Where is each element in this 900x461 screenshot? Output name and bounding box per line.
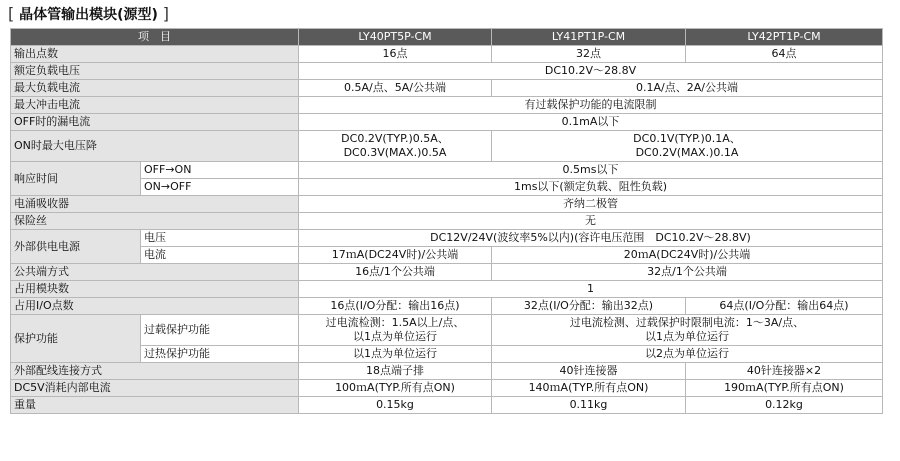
table-row	[11, 281, 883, 298]
table-row	[11, 114, 883, 131]
cell: 18点端子排	[299, 363, 492, 380]
row-label: 额定负载电压	[11, 63, 299, 80]
cell: 以1点为单位运行	[299, 346, 492, 363]
table-row	[11, 315, 883, 346]
table-row	[11, 63, 883, 80]
cell: 40针连接器	[492, 363, 686, 380]
title-bracket-close: ]	[162, 4, 170, 23]
table-row	[11, 397, 883, 414]
table-row	[11, 230, 883, 247]
row-label: 电涌吸收器	[11, 196, 299, 213]
row-sublabel: 电流	[141, 247, 299, 264]
cell: 1	[299, 281, 883, 298]
row-label: 公共端方式	[11, 264, 299, 281]
row-label: 重量	[11, 397, 299, 414]
row-label: ON时最大电压降	[11, 131, 299, 162]
table-row	[11, 97, 883, 114]
cell	[299, 131, 492, 162]
cell-line: 以1点为单位运行	[353, 330, 437, 343]
table-row	[11, 80, 883, 97]
row-sublabel: 过载保护功能	[141, 315, 299, 346]
cell: 0.1A/点、2A/公共端	[492, 80, 883, 97]
header-model-2: LY41PT1P-CM	[492, 29, 686, 46]
cell-line: 过电流检测：1.5A以上/点、	[325, 316, 465, 329]
row-label: 占用模块数	[11, 281, 299, 298]
table-row	[11, 179, 883, 196]
cell-line: 过电流检测、过载保护时限制电流：1～3A/点、	[569, 316, 805, 329]
cell	[492, 131, 883, 162]
cell: 40针连接器×2	[686, 363, 883, 380]
cell: 有过载保护功能的电流限制	[299, 97, 883, 114]
row-label: 外部配线连接方式	[11, 363, 299, 380]
cell: 0.12kg	[686, 397, 883, 414]
cell: 64点	[686, 46, 883, 63]
table-row	[11, 380, 883, 397]
header-model-3: LY42PT1P-CM	[686, 29, 883, 46]
cell: 0.11kg	[492, 397, 686, 414]
table-row	[11, 196, 883, 213]
table-row	[11, 46, 883, 63]
cell: 32点/1个公共端	[492, 264, 883, 281]
row-sublabel: 电压	[141, 230, 299, 247]
cell: 0.1mA以下	[299, 114, 883, 131]
row-label: 响应时间	[11, 162, 141, 196]
cell: 17ｍA(DC24V时)/公共端	[299, 247, 492, 264]
table-row	[11, 363, 883, 380]
row-sublabel: 过热保护功能	[141, 346, 299, 363]
cell: 以2点为单位运行	[492, 346, 883, 363]
cell: 1ms以下(额定负载、阻性负载)	[299, 179, 883, 196]
page-title	[8, 4, 169, 24]
row-label: 最大冲击电流	[11, 97, 299, 114]
row-label: 占用I/O点数	[11, 298, 299, 315]
header-model-1: LY40PT5P-CM	[299, 29, 492, 46]
table-row	[11, 131, 883, 162]
cell: 190ｍA(TYP.所有点ON)	[686, 380, 883, 397]
row-label: DC5V消耗内部电流	[11, 380, 299, 397]
cell-line: DC0.2V(TYP.)0.5A、	[341, 132, 449, 145]
title-text: 晶体管输出模块(源型)	[19, 7, 158, 23]
cell: DC10.2V～28.8V	[299, 63, 883, 80]
title-bracket-open: [	[8, 4, 15, 23]
table-row	[11, 346, 883, 363]
cell: 20ｍA(DC24V时)/公共端	[492, 247, 883, 264]
row-label: 最大负载电流	[11, 80, 299, 97]
cell: 0.5A/点、5A/公共端	[299, 80, 492, 97]
table-row	[11, 213, 883, 230]
table-row	[11, 264, 883, 281]
header-item: 项 目	[11, 29, 299, 46]
table-header-row	[11, 29, 883, 46]
cell: 16点(I/O分配：输出16点)	[299, 298, 492, 315]
cell-line: DC0.3V(MAX.)0.5A	[343, 146, 447, 159]
table-row	[11, 162, 883, 179]
row-label: 外部供电电源	[11, 230, 141, 264]
cell	[299, 315, 492, 346]
row-sublabel: ON→OFF	[141, 179, 299, 196]
cell: 140ｍA(TYP.所有点ON)	[492, 380, 686, 397]
cell: 0.5ms以下	[299, 162, 883, 179]
cell: 16点	[299, 46, 492, 63]
cell: DC12V/24V(波纹率5%以内)(容许电压范围 DC10.2V～28.8V)	[299, 230, 883, 247]
cell: 100ｍA(TYP.所有点ON)	[299, 380, 492, 397]
cell	[492, 315, 883, 346]
cell: 32点(I/O分配：输出32点)	[492, 298, 686, 315]
cell-line: 以1点为单位运行	[645, 330, 729, 343]
row-label: 输出点数	[11, 46, 299, 63]
row-sublabel: OFF→ON	[141, 162, 299, 179]
row-label: OFF时的漏电流	[11, 114, 299, 131]
cell: 齐纳二极管	[299, 196, 883, 213]
spec-table	[10, 28, 883, 414]
cell: 无	[299, 213, 883, 230]
table-row	[11, 298, 883, 315]
cell: 32点	[492, 46, 686, 63]
cell: 0.15kg	[299, 397, 492, 414]
cell-line: DC0.1V(TYP.)0.1A、	[633, 132, 741, 145]
cell-line: DC0.2V(MAX.)0.1A	[635, 146, 739, 159]
table-row	[11, 247, 883, 264]
cell: 16点/1个公共端	[299, 264, 492, 281]
row-label: 保护功能	[11, 315, 141, 363]
row-label: 保险丝	[11, 213, 299, 230]
cell: 64点(I/O分配：输出64点)	[686, 298, 883, 315]
